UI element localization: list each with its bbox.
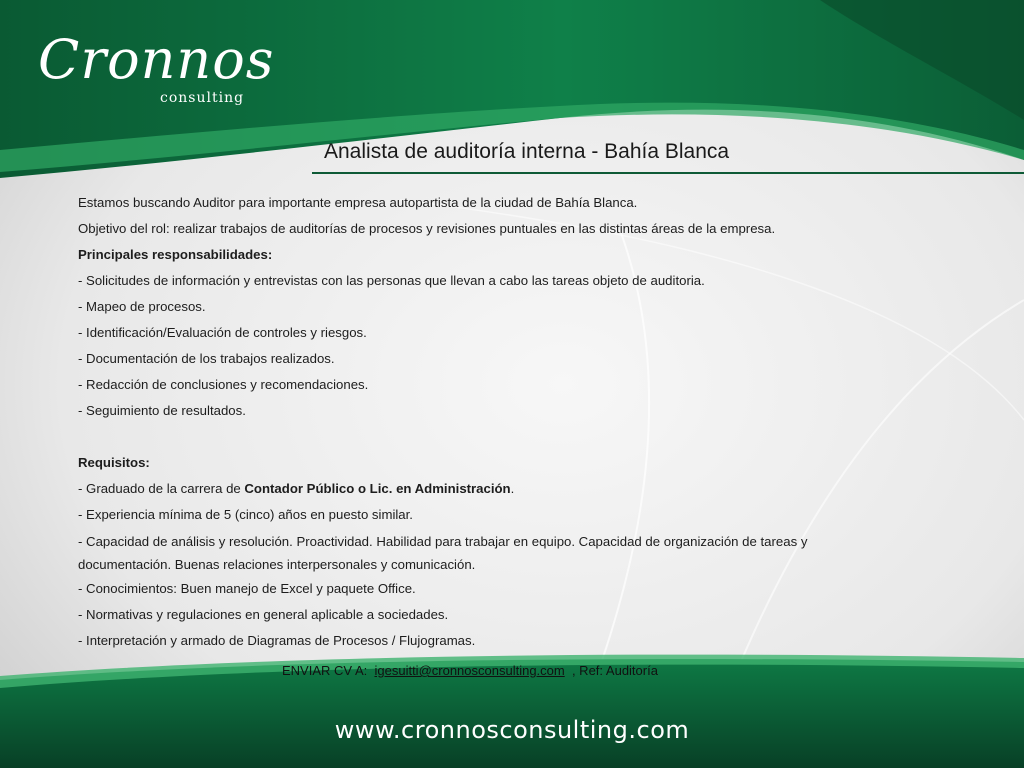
degree-name: Contador Público o Lic. en Administración [244, 481, 511, 496]
requirement-item: - Experiencia mínima de 5 (cinco) años en puesto similar. [78, 507, 413, 522]
responsibility-item: - Mapeo de procesos. [78, 299, 206, 314]
send-cv-line [282, 663, 658, 678]
requirement-item: - Conocimientos: Buen manejo de Excel y paquete Office. [78, 581, 416, 596]
intro-line-2: Objetivo del rol: realizar trabajos de auditorías de procesos y revisiones puntuales en las distintas áreas de la empresa. [78, 221, 776, 236]
footer-website [0, 716, 1024, 744]
page-title: Analista de auditoría interna - Bahía Blanca [324, 140, 730, 163]
job-description [78, 190, 878, 654]
requirement-degree [78, 476, 878, 502]
requirement-item: - Capacidad de análisis y resolución. Proactividad. Habilidad para trabajar en equipo. Capacidad de organización de tareas y documentación. Buenas relaciones interpersonales y comunicación. [78, 534, 808, 572]
requirement-item: - Interpretación y armado de Diagramas de Procesos / Flujogramas. [78, 633, 476, 648]
website-link[interactable]: www.cronnosconsulting.com [334, 716, 690, 744]
send-cv-label: ENVIAR CV A: [282, 663, 368, 678]
section-spacer [78, 424, 878, 450]
email-link[interactable]: igesuitti@cronnosconsulting.com [374, 663, 565, 678]
responsibility-item: - Documentación de los trabajos realizados. [78, 351, 335, 366]
degree-suffix: . [510, 481, 515, 496]
responsibility-item: - Redacción de conclusiones y recomendaciones. [78, 377, 369, 392]
requirement-item: - Normativas y regulaciones en general aplicable a sociedades. [78, 607, 449, 622]
logo-name: Cronnos [38, 28, 275, 91]
responsibility-item: - Identificación/Evaluación de controles y riesgos. [78, 325, 367, 340]
degree-prefix: - Graduado de la carrera de [78, 481, 245, 496]
responsibility-item: - Solicitudes de información y entrevistas con las personas que llevan a cabo las tareas objeto de auditoria. [78, 273, 705, 288]
reference-text: , Ref: Auditoría [571, 663, 658, 678]
responsibilities-heading: Principales responsabilidades: [78, 247, 273, 262]
title-divider [312, 172, 1024, 174]
cronnos-logo [38, 28, 275, 106]
logo-subtitle: consulting [160, 90, 245, 106]
responsibility-item: - Seguimiento de resultados. [78, 403, 246, 418]
intro-line-1: Estamos buscando Auditor para importante empresa autopartista de la ciudad de Bahía Blanca. [78, 195, 638, 210]
requirements-heading: Requisitos: [78, 455, 150, 470]
